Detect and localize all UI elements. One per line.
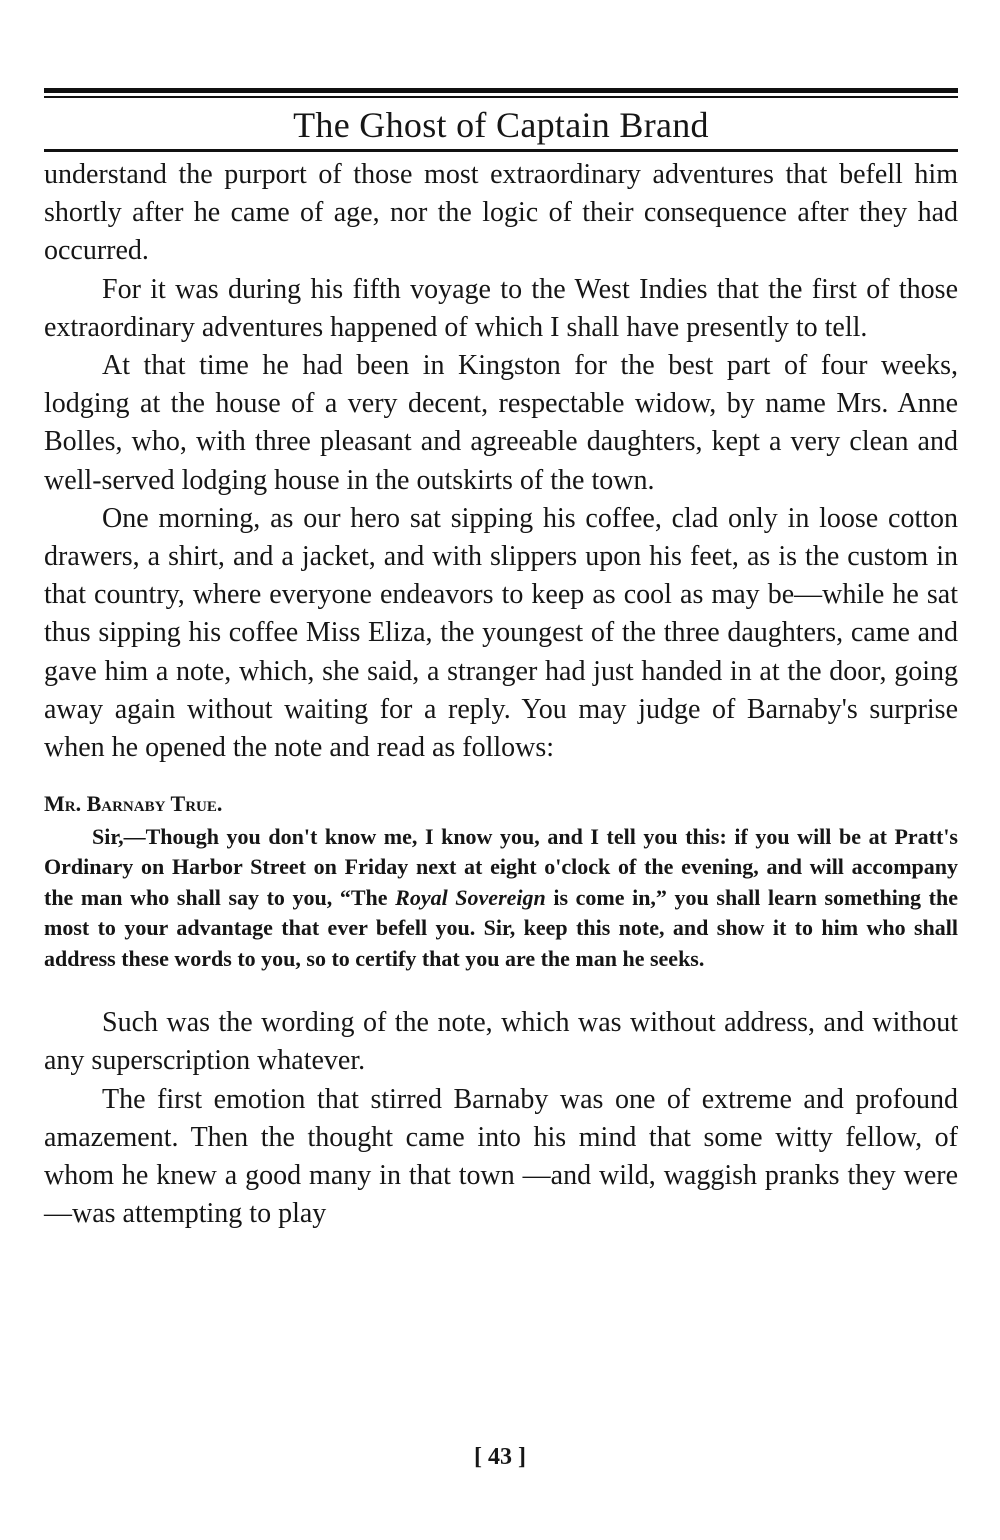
main-text-continued bbox=[44, 1004, 958, 1233]
paragraph-6: The first emotion that stirred Barnaby was one of extreme and profound amazement. Then the thought came into his mind that some witty fellow, of whom he knew a good many in that town —and wild, waggish pranks they were—was attempting to play bbox=[44, 1083, 958, 1230]
letter-ship-name: Royal Sovereign bbox=[395, 884, 546, 910]
letter-body bbox=[44, 822, 958, 975]
book-page bbox=[44, 88, 958, 1233]
main-text bbox=[44, 156, 958, 767]
quoted-letter bbox=[44, 789, 958, 974]
header-rule-bottom bbox=[44, 149, 958, 152]
paragraph-4: One morning, as our hero sat sipping his coffee, clad only in loose cotton drawers, a shirt, and a jacket, and with slippers upon his feet, as is the custom in that country, where everyone endeavors to keep as cool as may be—while he sat thus sipping his coffee Miss Eliza, the youngest of the three daughters, came and gave him a note, which, she said, a stranger had just handed in at the door, going away again without waiting for a reply. You may judge of Barnaby's surprise when he opened the note and read as follows: bbox=[44, 502, 958, 764]
letter-body-end: is come in,” you shall learn something the most to your advantage that ever befell you. Sir, keep this note, and show it to him who shall address these words to you, so to certify that you are the man he seeks. bbox=[44, 884, 958, 971]
paragraph-5: Such was the wording of the note, which was without address, and without any superscription whatever. bbox=[44, 1007, 958, 1077]
paragraph-2: For it was during his fifth voyage to the West Indies that the first of those extraordinary adventures happened of which I shall have presently to tell. bbox=[44, 273, 958, 343]
letter-body-start: Sir,—Though you don't know me, I know you, and I tell you this: if you will be at Pratt's Ordinary on Harbor Street on Friday next at eight o'clock of the evening, and will accompany the man who shall say to you, “The bbox=[44, 823, 958, 910]
letter-salutation: Mr. Barnaby True. bbox=[44, 791, 223, 817]
header-rule-thin bbox=[44, 96, 958, 98]
header-rule-thick bbox=[44, 88, 958, 93]
paragraph-3: At that time he had been in Kingston for the best part of four weeks, lodging at the house of a very decent, respectable widow, by name Mrs. Anne Bolles, who, with three pleasant and agreeable daughters, kept a very clean and well-served lodging house in the outskirts of the town. bbox=[44, 350, 958, 496]
paragraph-1: understand the purport of those most extraordinary adventures that befell him shortly after he came of age, nor the logic of their consequence after they had occurred. bbox=[44, 159, 958, 267]
running-head: The Ghost of Captain Brand bbox=[293, 105, 709, 145]
page-number: [ 43 ] bbox=[474, 1444, 526, 1470]
